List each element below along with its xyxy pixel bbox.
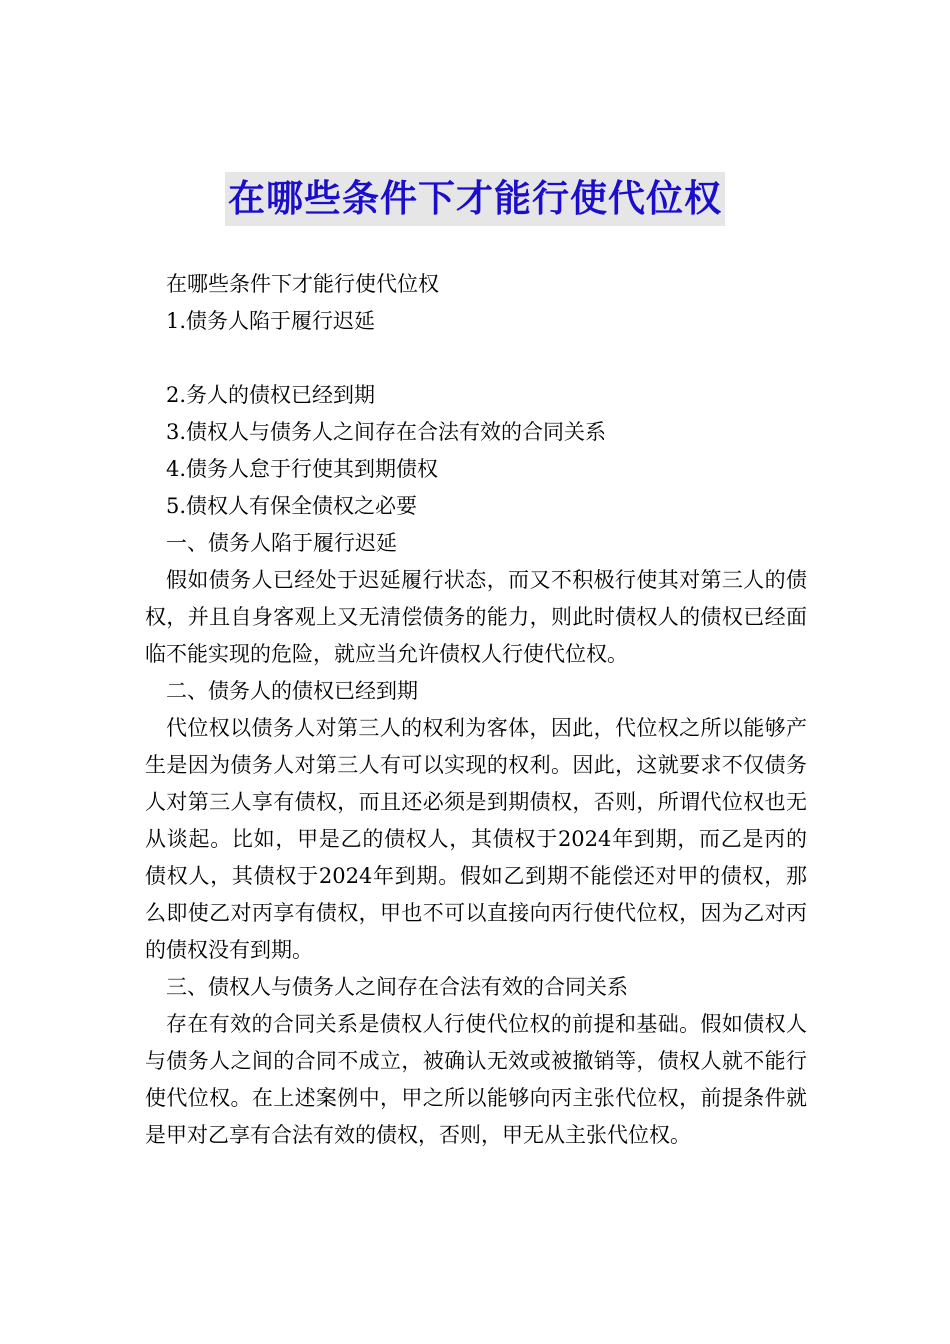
section-heading-2: 二、债务人的债权已经到期	[166, 679, 418, 703]
list-item-5: 5.债权人有保全债权之必要	[166, 494, 418, 518]
blank-line	[145, 340, 807, 377]
paragraph-subtitle: 在哪些条件下才能行使代位权	[166, 272, 439, 296]
section-body-2: 代位权以债务人对第三人的权利为客体，因此，代位权之所以能够产生是因为债务人对第三人有可以实现的权利。因此，这就要求不仅债务人对第三人享有债权，而且还必须是到期债权，否则，所谓代位权也无从谈起。比如，甲是乙的债权人，其债权于2024年到期，而乙是丙的债权人，其债权于2024年到期。假如乙到期不能偿还对甲的债权，那么即使乙对丙享有债权，甲也不可以直接向丙行使代位权，因为乙对丙的债权没有到期。	[145, 716, 807, 962]
list-item-2: 2.务人的债权已经到期	[166, 383, 376, 407]
list-item-3: 3.债权人与债务人之间存在合法有效的合同关系	[166, 420, 607, 444]
section-heading-3: 三、债权人与债务人之间存在合法有效的合同关系	[166, 975, 628, 999]
section-body-3: 存在有效的合同关系是债权人行使代位权的前提和基础。假如债权人与债务人之间的合同不成立，被确认无效或被撤销等，债权人就不能行使代位权。在上述案例中，甲之所以能够向丙主张代位权，前提条件就是甲对乙享有合法有效的债权，否则，甲无从主张代位权。	[145, 1012, 807, 1147]
list-item-1: 1.债务人陷于履行迟延	[166, 309, 376, 333]
document-title: 在哪些条件下才能行使代位权	[225, 172, 725, 226]
document-body	[145, 266, 807, 1154]
list-item-4: 4.债务人怠于行使其到期债权	[166, 457, 439, 481]
section-body-1: 假如债务人已经处于迟延履行状态，而又不积极行使其对第三人的债权，并且自身客观上又无清偿债务的能力，则此时债权人的债权已经面临不能实现的危险，就应当允许债权人行使代位权。	[145, 568, 807, 666]
section-heading-1: 一、债务人陷于履行迟延	[166, 531, 397, 555]
title-container	[0, 172, 950, 226]
